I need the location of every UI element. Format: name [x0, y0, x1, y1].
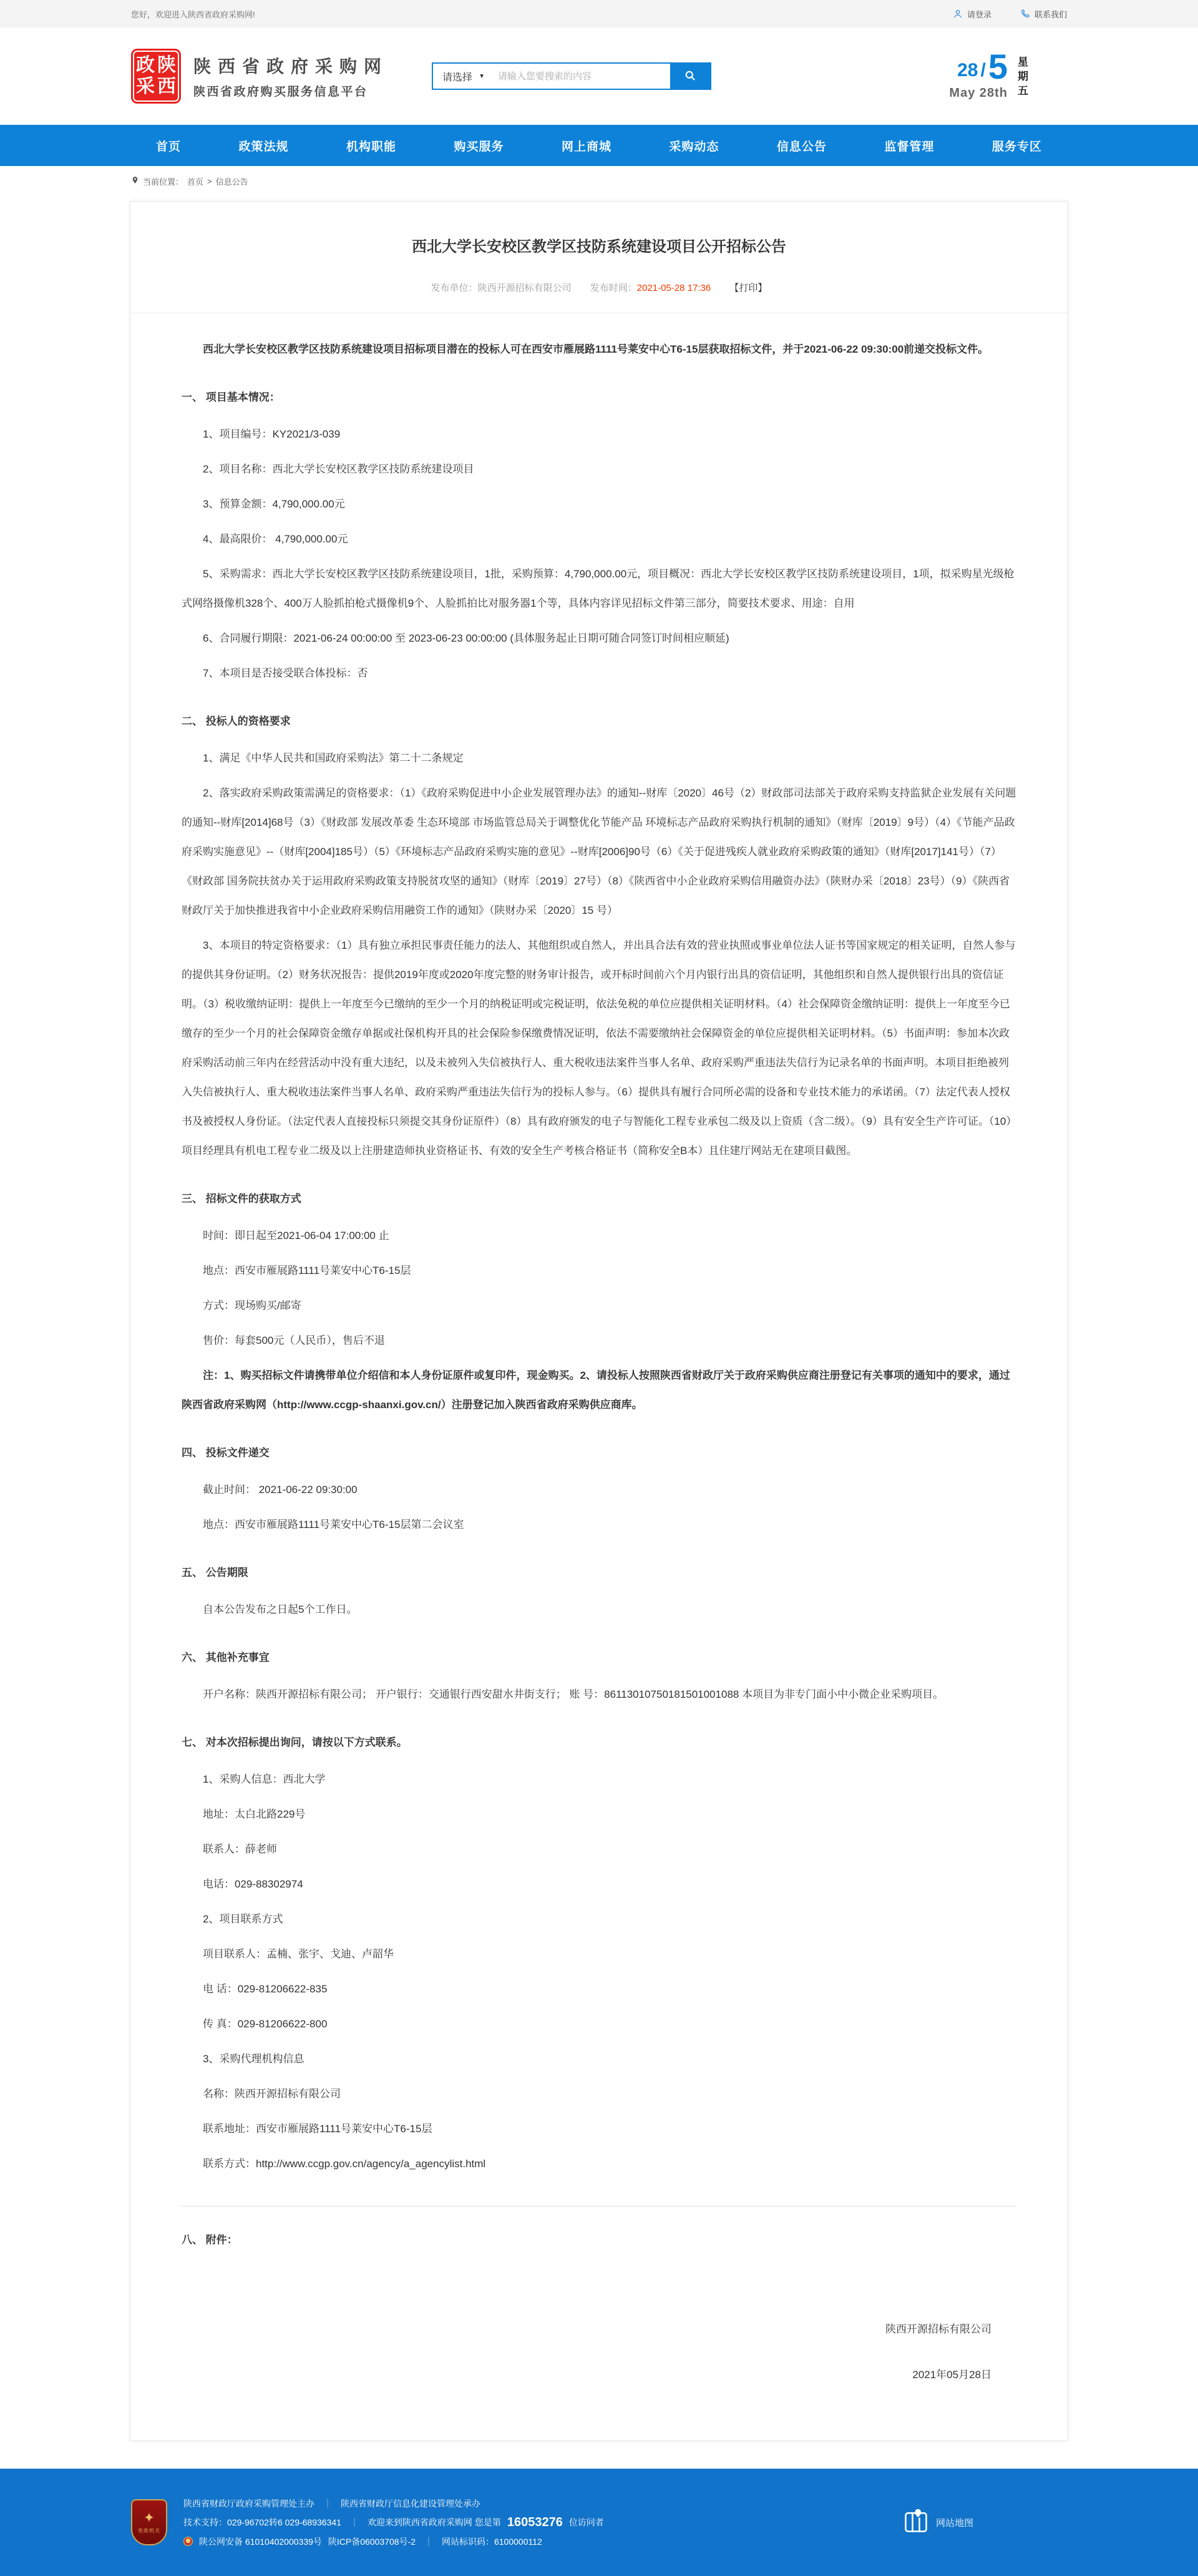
nav-item-3[interactable]: 购买服务 — [454, 140, 504, 154]
beian-link[interactable]: 陕公网安备 61010402000339号 — [199, 2536, 322, 2547]
article-item-20: 截止时间： 2021-06-22 09:30:00 — [203, 1484, 358, 1496]
article-item-32: 项目联系人：孟楠、张宇、戈迪、卢韶华 — [203, 1948, 394, 1960]
site-code: 网站标识码：6100000112 — [441, 2536, 542, 2547]
publish-time-value: 2021-05-28 17:36 — [636, 283, 711, 293]
article-signoff-42: 2021年05月28日 — [912, 2369, 991, 2381]
article-heading-9: 二、 投标人的资格要求 — [182, 715, 291, 727]
map-icon — [902, 2507, 930, 2537]
article-heading-13: 三、 招标文件的获取方式 — [182, 1193, 301, 1205]
search-button[interactable] — [670, 64, 710, 89]
article-heading-19: 四、 投标文件递交 — [182, 1447, 270, 1459]
date-widget: 28 / 5 May 28th 星 期 五 — [949, 46, 1028, 100]
article-signoff-41: 陕西开源招标有限公司 — [885, 2323, 991, 2335]
nav-item-2[interactable]: 机构职能 — [346, 140, 396, 154]
main-nav — [0, 125, 1198, 166]
article-item-10: 1、满足《中华人民共和国政府采购法》第二十二条规定 — [203, 752, 464, 764]
site-subtitle: 陕西省政府购买服务信息平台 — [193, 86, 368, 99]
article-item-16: 方式：现场购买/邮寄 — [203, 1300, 301, 1311]
publisher-value: 陕西开源招标有限公司 — [477, 283, 572, 293]
icp-link[interactable]: 陕ICP备06003708号-2 — [328, 2536, 416, 2547]
article-item-7: 6、合同履行期限：2021-06-24 00:00:00 至 2023-06-23 00:00:00 (具体服务起止日期可随合同签订时间相应顺延) — [203, 632, 729, 644]
search-input[interactable] — [494, 64, 670, 89]
article-item-3: 2、项目名称：西北大学长安校区教学区技防系统建设项目 — [203, 463, 474, 475]
masthead — [0, 27, 1198, 125]
greeting-text: 您好，欢迎进入陕西省政府采购网! — [131, 9, 255, 19]
article-heading-40: 八、 附件： — [182, 2234, 238, 2246]
article-body — [130, 313, 1068, 2389]
article-item-36: 名称：陕西开源招标有限公司 — [203, 2088, 341, 2100]
nav-item-0[interactable]: 首页 — [156, 140, 182, 154]
breadcrumb-label: 当前位置： — [143, 177, 184, 187]
date-day: 28 — [957, 59, 978, 81]
date-month: 5 — [988, 46, 1008, 86]
article-item-28: 地址：太白北路229号 — [203, 1808, 306, 1820]
article-item-6: 5、采购需求：西北大学长安校区教学区技防系统建设项目，1批，采购预算：4,790,000.00元，项目概况：西北大学长安校区教学区技防系统建设项目，1项，拟采购星光级枪式网络摄像机328个、400万人脸抓拍枪式摄像机9个、人脸抓拍比对服务器1个等，具体内容详见招标文件第三部分，简要技术要求、用途：自用 — [182, 568, 1015, 609]
article-note-18: 注：1、购买招标文件请携带单位介绍信和本人身份证原件或复印件，现金购买。2、请投标人按照陕西省财政厅关于政府采购供应商注册登记有关事项的通知中的要求，通过陕西省政府采购网（http://www.ccgp-shaanxi.gov.cn/）注册登记加入陕西省政府采购供应商库。 — [182, 1369, 1010, 1411]
article-heading-26: 七、 对本次招标提出询问，请按以下方式联系。 — [182, 1736, 407, 1748]
phone-icon — [1020, 9, 1030, 19]
article-item-17: 售价：每套500元（人民币），售后不退 — [203, 1335, 385, 1346]
article-item-14: 时间：即日起至2021-06-04 17:00:00 止 — [203, 1230, 389, 1241]
top-bar — [0, 0, 1198, 27]
site-logo[interactable] — [131, 49, 388, 104]
breadcrumb — [0, 166, 1198, 196]
main-nav-list — [131, 125, 1067, 166]
location-pin-icon — [131, 175, 139, 187]
sitemap-link[interactable]: 网站地图 — [902, 2507, 973, 2537]
article-item-5: 4、最高限价： 4,790,000.00元 — [203, 533, 348, 545]
article-item-15: 地点：西安市雁展路1111号莱安中心T6-15层 — [203, 1265, 411, 1276]
article-item-25: 开户名称：陕西开源招标有限公司； 开户银行：交通银行西安甜水井街支行； 账 号：86113010750181501001088 本项目为非专门面小中小微企业采购项目。 — [203, 1688, 944, 1700]
breadcrumb-separator: > — [207, 176, 212, 186]
article-item-38: 联系方式：http://www.ccgp.gov.cn/agency/a_agencylist.html — [203, 2158, 486, 2170]
article-item-34: 传 真：029-81206622-800 — [203, 2018, 328, 2030]
search-select-label: 请选择 — [442, 72, 473, 83]
nav-item-1[interactable]: 政策法规 — [238, 140, 289, 154]
login-label: 请登录 — [967, 9, 991, 19]
contact-link[interactable] — [1020, 8, 1067, 20]
publish-time-label: 发布时间： — [590, 283, 637, 293]
article-item-21: 地点：西安市雁展路1111号莱安中心T6-15层第二会议室 — [203, 1519, 464, 1530]
article-item-35: 3、采购代理机构信息 — [203, 2053, 304, 2065]
search-category-select[interactable] — [433, 64, 494, 89]
site-title: 陕西省政府采购网 — [193, 57, 389, 76]
search-box — [432, 62, 711, 90]
announcement-card — [130, 201, 1068, 2441]
date-weekday: 星 期 五 — [1018, 56, 1028, 97]
login-link[interactable] — [953, 8, 991, 20]
nav-item-8[interactable]: 服务专区 — [991, 140, 1042, 154]
visitor-count: 16053276 — [507, 2515, 563, 2529]
date-day-en: 28th — [979, 86, 1008, 100]
nav-item-5[interactable]: 采购动态 — [669, 140, 719, 154]
article-heading-22: 五、 公告期限 — [182, 1567, 248, 1579]
article-lead-0: 西北大学长安校区教学区技防系统建设项目招标项目潜在的投标人可在西安市雁展路1111号莱安中心T6-15层获取招标文件，并于2021-06-22 09:30:00前递交投标文件。 — [203, 343, 989, 355]
article-item-8: 7、本项目是否接受联合体投标：否 — [203, 667, 368, 679]
gov-agency-badge-icon: ✦ 党政机关 — [131, 2499, 167, 2545]
article-item-37: 联系地址：西安市雁展路1111号莱安中心T6-15层 — [203, 2123, 432, 2135]
article-heading-24: 六、 其他补充事宜 — [182, 1652, 270, 1663]
article-item-23: 自本公告发布之日起5个工作日。 — [203, 1604, 358, 1615]
breadcrumb-home[interactable]: 首页 — [187, 177, 204, 187]
publisher-label: 发布单位： — [431, 283, 478, 293]
chevron-down-icon: ▼ — [479, 72, 485, 80]
article-item-29: 联系人：薛老师 — [203, 1843, 277, 1855]
police-badge-icon — [183, 2537, 193, 2546]
article-item-31: 2、项目联系方式 — [203, 1913, 283, 1925]
article-item-27: 1、采购人信息：西北大学 — [203, 1773, 326, 1785]
nav-item-6[interactable]: 信息公告 — [776, 140, 827, 154]
article-item-2: 1、项目编号：KY2021/3-039 — [203, 428, 341, 440]
page-title: 西北大学长安校区教学区技防系统建设项目公开招标公告 — [412, 238, 786, 255]
seal-logo-icon: 政 陕 采 西 — [131, 49, 181, 104]
article-item-33: 电 话：029-81206622-835 — [203, 1983, 328, 1995]
footer-line-support: 技术支持：029-96702转6 029-68936341 ｜ 欢迎来到陕西省政府采购网 您是第 16053276 位访问者 — [183, 2515, 604, 2529]
search-icon — [684, 69, 696, 84]
date-month-en: May — [949, 86, 976, 100]
article-item-12: 3、本项目的特定资格要求：（1）具有独立承担民事责任能力的法人、其他组织或自然人，并出具合法有效的营业执照或事业单位法人证书等国家规定的相关证明，自然人参与的提供其身份证明。（2）财务状况报告：提供2019年度或2020年度完整的财务审计报告，或开标时间前六个月内银行出具的资信证明，其他组织和自然人提供银行出具的资信证明。（3）税收缴纳证明：提供上一年度至今已缴纳的至少一个月的纳税证明或完税证明，依法免税的单位应提供相关证明材料。（4）社会保障资金缴纳证明：提供上一年度至今已缴存的至少一个月的社会保障资金缴存单据或社保机构开具的社会保险参保缴费情况证明，依法不需要缴纳社会保障资金的单位应提供相关证明材料。（5）书面声明：参加本次政府采购活动前三年内在经营活动中没有重大违纪，以及未被列入失信被执行人、重大税收违法案件当事人名单、政府采购严重违法失信行为记录名单的书面声明。本项目拒绝被列入失信被执行人、重大税收违法案件当事人名单、政府采购严重违法失信行为的投标人参与。（6）提供具有履行合同所必需的设备和专业技术能力的承诺函。（7）法定代表人授权书及被授权人身份证。（法定代表人直接投标只须提交其身份证原件）（8）具有政府颁发的电子与智能化工程专业承包二级及以上资质（含二级）。（9）具有安全生产许可证。（10）项目经理具有机电工程专业二级及以上注册建造师执业资格证书、有效的安全生产考核合格证书（简称安全B本）且住建厅网站无在建项目截图。 — [182, 939, 1016, 1157]
footer — [0, 2469, 1198, 2576]
footer-line-registration: 陕公网安备 61010402000339号 陕ICP备06003708号-2 ｜ 网站标识码：6100000112 — [183, 2535, 604, 2548]
article-heading-1: 一、 项目基本情况： — [182, 391, 280, 403]
article-item-30: 电话：029-88302974 — [203, 1878, 303, 1890]
user-icon — [953, 9, 963, 19]
footer-line-sponsor: 陕西省财政厅政府采购管理处主办 ｜ 陕西省财政厅信息化建设管理处承办 — [183, 2498, 480, 2509]
nav-item-7[interactable]: 监督管理 — [884, 140, 935, 154]
nav-item-4[interactable]: 网上商城 — [561, 140, 611, 154]
article-meta — [130, 281, 1068, 294]
contact-label: 联系我们 — [1034, 9, 1067, 19]
breadcrumb-current: 信息公告 — [215, 177, 248, 187]
article-item-4: 3、预算金额：4,790,000.00元 — [203, 498, 345, 510]
print-button[interactable]: 【打印】 — [729, 283, 767, 293]
article-item-11: 2、落实政府采购政策需满足的资格要求：（1）《政府采购促进中小企业发展管理办法》的通知--财库〔2020〕46号（2）财政部司法部关于政府采购支持监狱企业发展有关问题的通知--财库[2014]68号（3）《财政部 发展改革委 生态环境部 市场监管总局关于调整优化节能产品 环境标志产品政府采购执行机制的通知》（财库〔2019〕9号）（4）《节能产品政府采购实施意见》--（财库[2004]185号）（5）《环境标志产品政府采购实施的意见》--财库[2006]90号（6）《关于促进残疾人就业政府采购政策的通知》（财库[2017]141号）（7）《财政部 国务院扶贫办关于运用政府采购政策支持脱贫攻坚的通知》（财库〔2019〕27号）（8）《陕西省中小企业政府采购信用融资办法》（陕财办采〔2018〕23号）（9）《陕西省财政厅关于加快推进我省中小企业政府采购信用融资工作的通知》（陕财办采〔2020〕15 号） — [182, 787, 1016, 916]
